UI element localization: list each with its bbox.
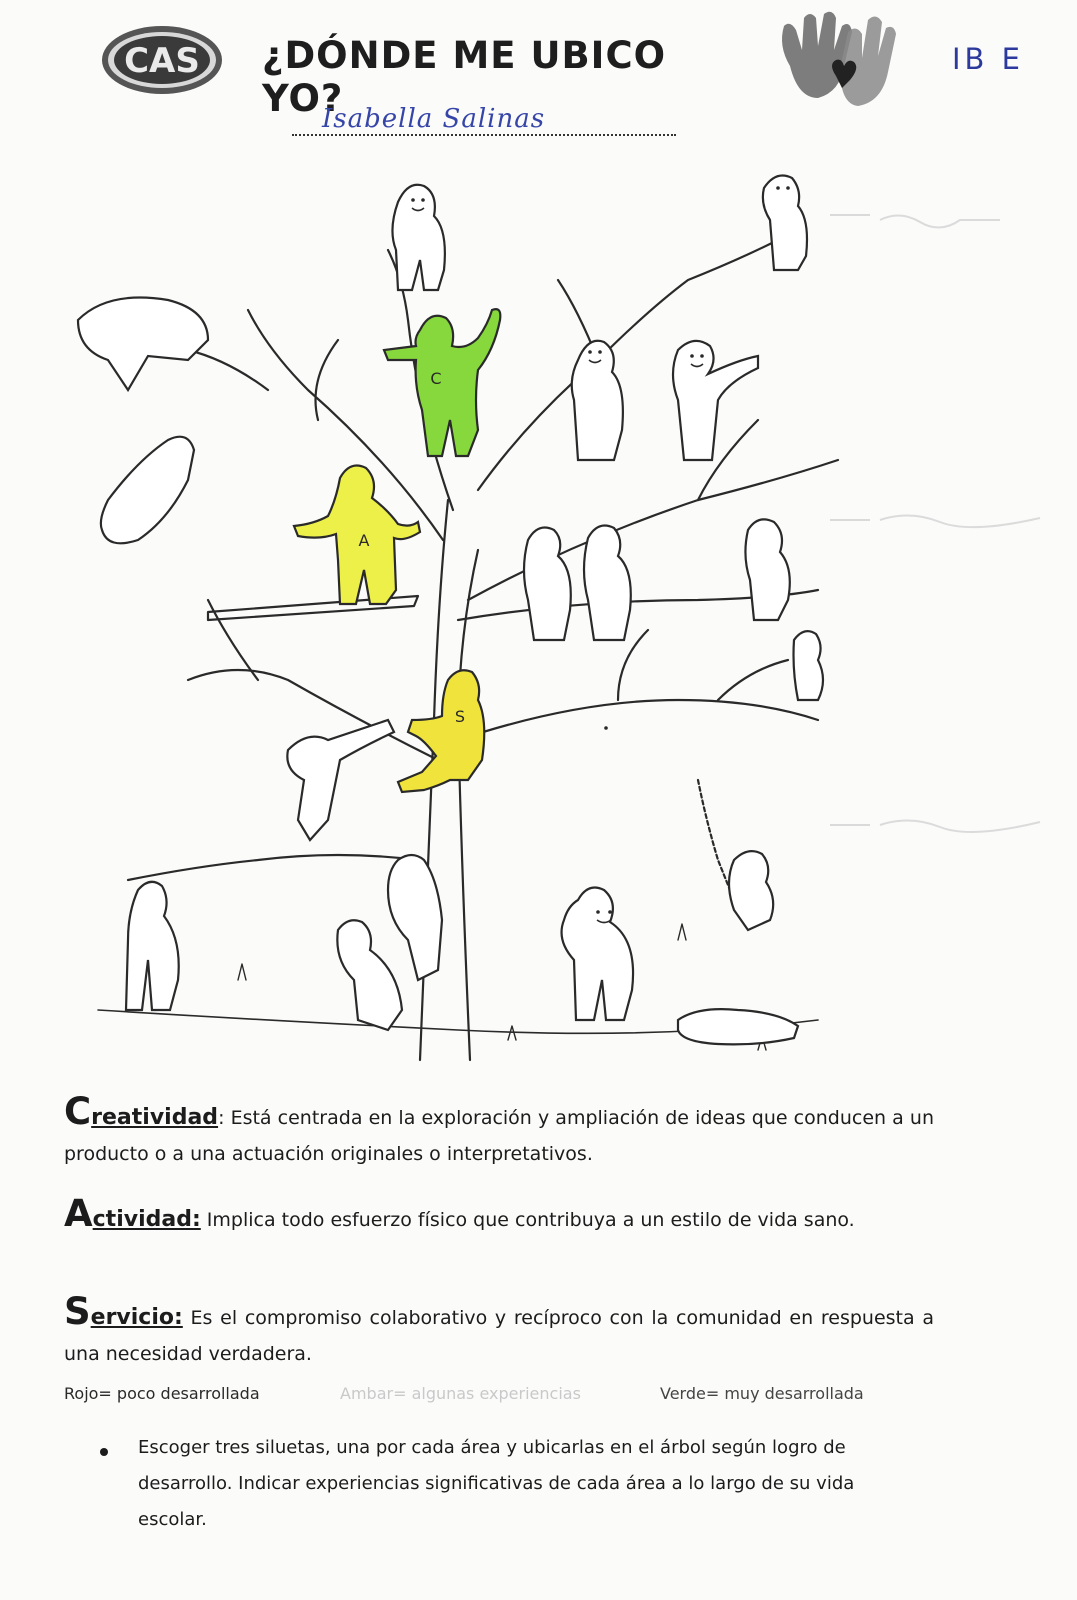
figure-top-right-sitting [763,176,807,270]
legend-green: Verde= muy desarrollada [660,1384,864,1403]
tree-branch [458,700,818,740]
definition-text: Es el compromiso colaborativo y recíproco con la comunidad en respuesta a una necesidad verdadera. [64,1307,934,1365]
definition-text: : Está centrada en la exploración y ampliación de ideas que conducen a un producto o a una actuación originales o interpretativos. [64,1107,934,1165]
figure-mid-hug-1 [572,341,623,460]
definition-actividad [64,1192,934,1238]
figure-right-sitting [745,519,789,620]
figure-left-climber [287,720,394,840]
student-name-field [292,104,676,136]
hands-heart-icon [770,6,905,116]
definition-initial: A [64,1192,93,1235]
color-legend [64,1384,944,1414]
figure-top-standing [392,185,444,290]
figure-ground-bend [337,920,402,1030]
creativity-figure-label: C [430,369,442,388]
figure-ground-standing [562,888,634,1020]
figure-mid-hug-2 [673,341,758,460]
definition-servicio [64,1290,934,1372]
bullet-icon [100,1448,108,1456]
student-name: Isabella Salinas [322,104,546,134]
definition-term: ervicio: [90,1305,183,1330]
figure-creativity [384,309,500,456]
figure-bench-2 [584,526,631,640]
instruction-item: Escoger tres siluetas, una por cada área y ubicarlas en el árbol según logro de desarrollo. Indicar experiencias significativas de cada área a lo largo de su vida escolar. [138,1437,855,1530]
cas-logo [98,22,226,98]
figure-left-falling [101,437,194,544]
header [0,0,1077,170]
definition-creatividad [64,1090,934,1172]
activity-figure-label: A [358,531,370,550]
figure-right-edge [794,631,824,700]
figure-bench-1 [524,528,571,640]
page-title: ¿DÓNDE ME UBICO YO? [262,34,667,120]
definition-term: reatividad [91,1105,219,1130]
figure-hanging-branch [126,882,179,1010]
definition-initial: C [64,1090,92,1133]
svg-text:CAS: CAS [124,41,200,81]
figure-service [398,670,484,792]
service-figure-label: S [454,707,466,726]
definition-initial: S [64,1290,91,1333]
figure-left-hanging [78,298,208,391]
tree-illustration [58,160,1038,1088]
figure-lying [678,1009,798,1044]
definition-term: ctividad: [92,1207,201,1232]
tree-branch [128,855,418,880]
legend-red: Rojo= poco desarrollada [64,1384,260,1403]
definition-text: Implica todo esfuerzo físico que contribuya a un estilo de vida sano. [200,1209,855,1231]
legend-amber: Ambar= algunas experiencias [340,1384,581,1403]
figure-trunk-push [388,855,442,980]
grade-label: IB E [952,42,1024,76]
figure-rope [729,851,773,930]
